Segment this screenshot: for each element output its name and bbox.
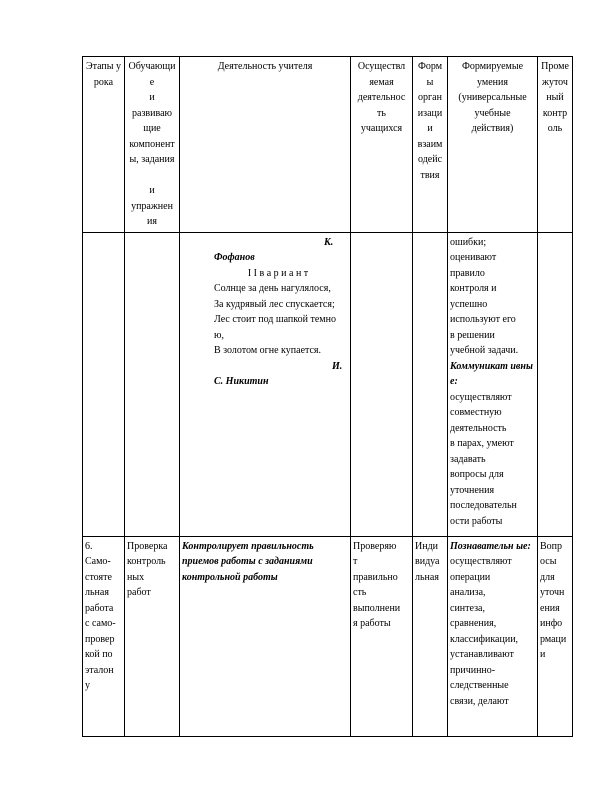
row2-teacher xyxy=(180,536,351,736)
row1-stage xyxy=(83,232,125,536)
variant-label: I I в а р и а н т xyxy=(247,267,309,279)
table-header-row xyxy=(83,57,573,233)
row1-students xyxy=(351,232,413,536)
table-row xyxy=(83,232,573,536)
row2-skills: Познавательн ые: осуществляют операции анализа, синтеза, сравнения, классификации, устанавливают причинно- следственные связи, делают xyxy=(448,536,538,736)
header-forms: Форм ы орган изаци и взаим одейс твия xyxy=(413,57,448,233)
row1-forms xyxy=(413,232,448,536)
lesson-plan-table xyxy=(82,56,573,737)
row2-teacher-text: Контролирует правильность приемов работы с заданиями контрольной работы xyxy=(182,540,314,583)
poem-author-nikitin: И. С. Никитин xyxy=(214,360,343,387)
poem: Солнце за день нагулялося, За кудрявый лес спускается; Лес стоит под шапкой темною, В золотом огне купается. xyxy=(214,283,336,356)
row2-students: Проверяю т правильно сть выполнени я работы xyxy=(351,536,413,736)
header-stages: Этапы урока xyxy=(83,57,125,233)
row1-skills: ошибки; оценивают правило контроля и успешно используют его в решении учебной задачи. Коммуникат ивные: осуществляют совместную деятельность в парах, умеют задавать вопросы для уточнения последовательн ости работы xyxy=(448,232,538,536)
row2-components: Проверка контроль ных работ xyxy=(125,536,180,736)
header-teacher-activity: Деятельность учителя xyxy=(180,57,351,233)
row2-forms: Инди видуа льная xyxy=(413,536,448,736)
poem-author-fofanov: К. Фофанов xyxy=(214,236,334,263)
header-student-activity: Осуществл яемая деятельнос ть учащихся xyxy=(351,57,413,233)
row1-components xyxy=(125,232,180,536)
table-row xyxy=(83,536,573,736)
header-control: Проме жуточ ный контр оль xyxy=(538,57,573,233)
row2-stage: 6. Само- стояте льная работа с само- провер кой по эталон у xyxy=(83,536,125,736)
header-skills: Формируемые умения (универсальные учебные действия) xyxy=(448,57,538,233)
header-components xyxy=(125,57,180,233)
row2-control: Вопр осы для уточн ения инфо рмаци и xyxy=(538,536,573,736)
skills-heading-cognitive: Познавательн ые: xyxy=(450,540,531,552)
row1-control xyxy=(538,232,573,536)
header-components-text: Обучающи е и развиваю щие компонент ы, задания и упражнен ия xyxy=(128,61,176,227)
skills-heading-communicative: Коммуникат ивные: xyxy=(450,360,533,387)
row1-teacher xyxy=(180,232,351,536)
